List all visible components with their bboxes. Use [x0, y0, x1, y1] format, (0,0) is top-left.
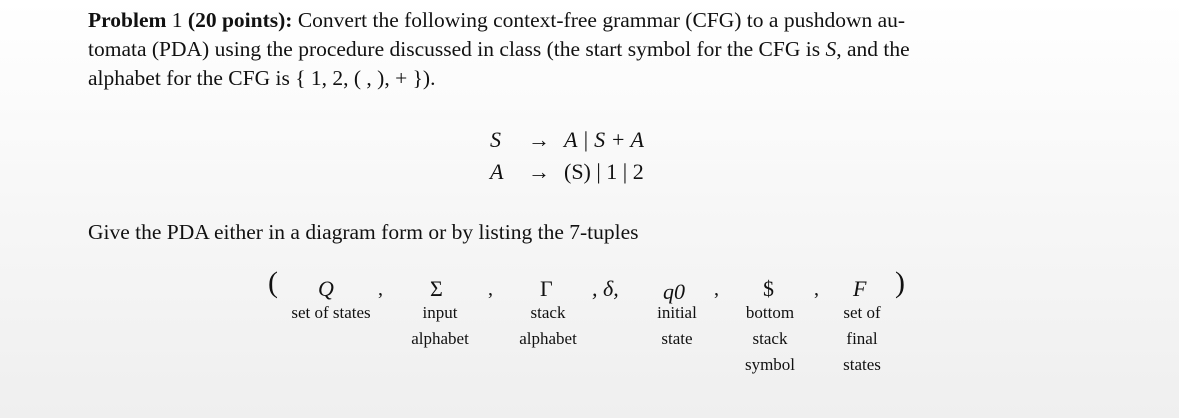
label-line: states	[843, 355, 881, 374]
problem-heading: Problem	[88, 8, 167, 32]
arrow-icon: →	[528, 159, 550, 184]
close-paren: )	[895, 266, 905, 299]
tuple-symbol-final-states: F	[853, 276, 867, 301]
tuple-symbol-initial-state: q0	[663, 279, 685, 304]
tuple-comma: ,	[378, 278, 383, 300]
open-paren: (	[268, 266, 278, 299]
label-line: set of	[843, 303, 881, 322]
label-line: symbol	[744, 355, 796, 374]
label-line: bottom	[745, 303, 795, 322]
label-line: stack	[752, 329, 788, 348]
tuple-comma: ,	[814, 278, 819, 300]
label-line: initial	[657, 303, 697, 322]
tuple-comma: ,	[714, 278, 719, 300]
problem-line-2a: tomata (PDA) using the procedure discussed in class (the start symbol for the CFG is	[88, 37, 821, 61]
instruction-text: Give the PDA either in a diagram form or by listing the 7-tuples	[88, 220, 639, 244]
problem-points: (20 points):	[187, 8, 293, 32]
problem-number: 1	[171, 8, 183, 32]
label-line: alphabet	[411, 329, 469, 348]
tuple-symbol-states: Q	[318, 276, 334, 301]
alphabet-set: { 1, 2, ( , ), + }).	[295, 66, 436, 90]
problem-line-1: Convert the following context-free grammar (CFG) to a pushdown au-	[297, 8, 906, 32]
rule-rhs: (S) | 1 | 2	[564, 159, 644, 184]
tuple-label-final-states	[828, 300, 896, 378]
tuple-delta: , δ,	[592, 276, 619, 301]
rule-lhs: S	[490, 127, 501, 152]
tuple-label-bottom-stack	[732, 300, 808, 378]
tuple-symbol-bottom-stack: $	[763, 276, 774, 301]
label-line: set of states	[291, 303, 371, 322]
tuple-label-states	[275, 300, 387, 326]
start-symbol: S	[825, 37, 837, 61]
tuple-symbol-input-alphabet: Σ	[430, 276, 443, 301]
problem-line-2b: , and the	[836, 37, 910, 61]
tuple-label-input-alphabet	[398, 300, 482, 352]
problem-line-3: alphabet for the CFG is	[88, 66, 290, 90]
tuple-symbol-stack-alphabet: Γ	[540, 276, 553, 301]
tuple-label-stack-alphabet	[506, 300, 590, 352]
label-line: alphabet	[519, 329, 577, 348]
tuple-label-initial-state	[640, 300, 714, 352]
rule-lhs: A	[490, 159, 504, 184]
arrow-icon: →	[528, 127, 550, 152]
rule-rhs: A | S + A	[564, 127, 644, 152]
label-line: input	[422, 303, 458, 322]
label-line: stack	[530, 303, 566, 322]
label-line: state	[661, 329, 693, 348]
label-line: final	[846, 329, 878, 348]
tuple-comma: ,	[488, 278, 493, 300]
